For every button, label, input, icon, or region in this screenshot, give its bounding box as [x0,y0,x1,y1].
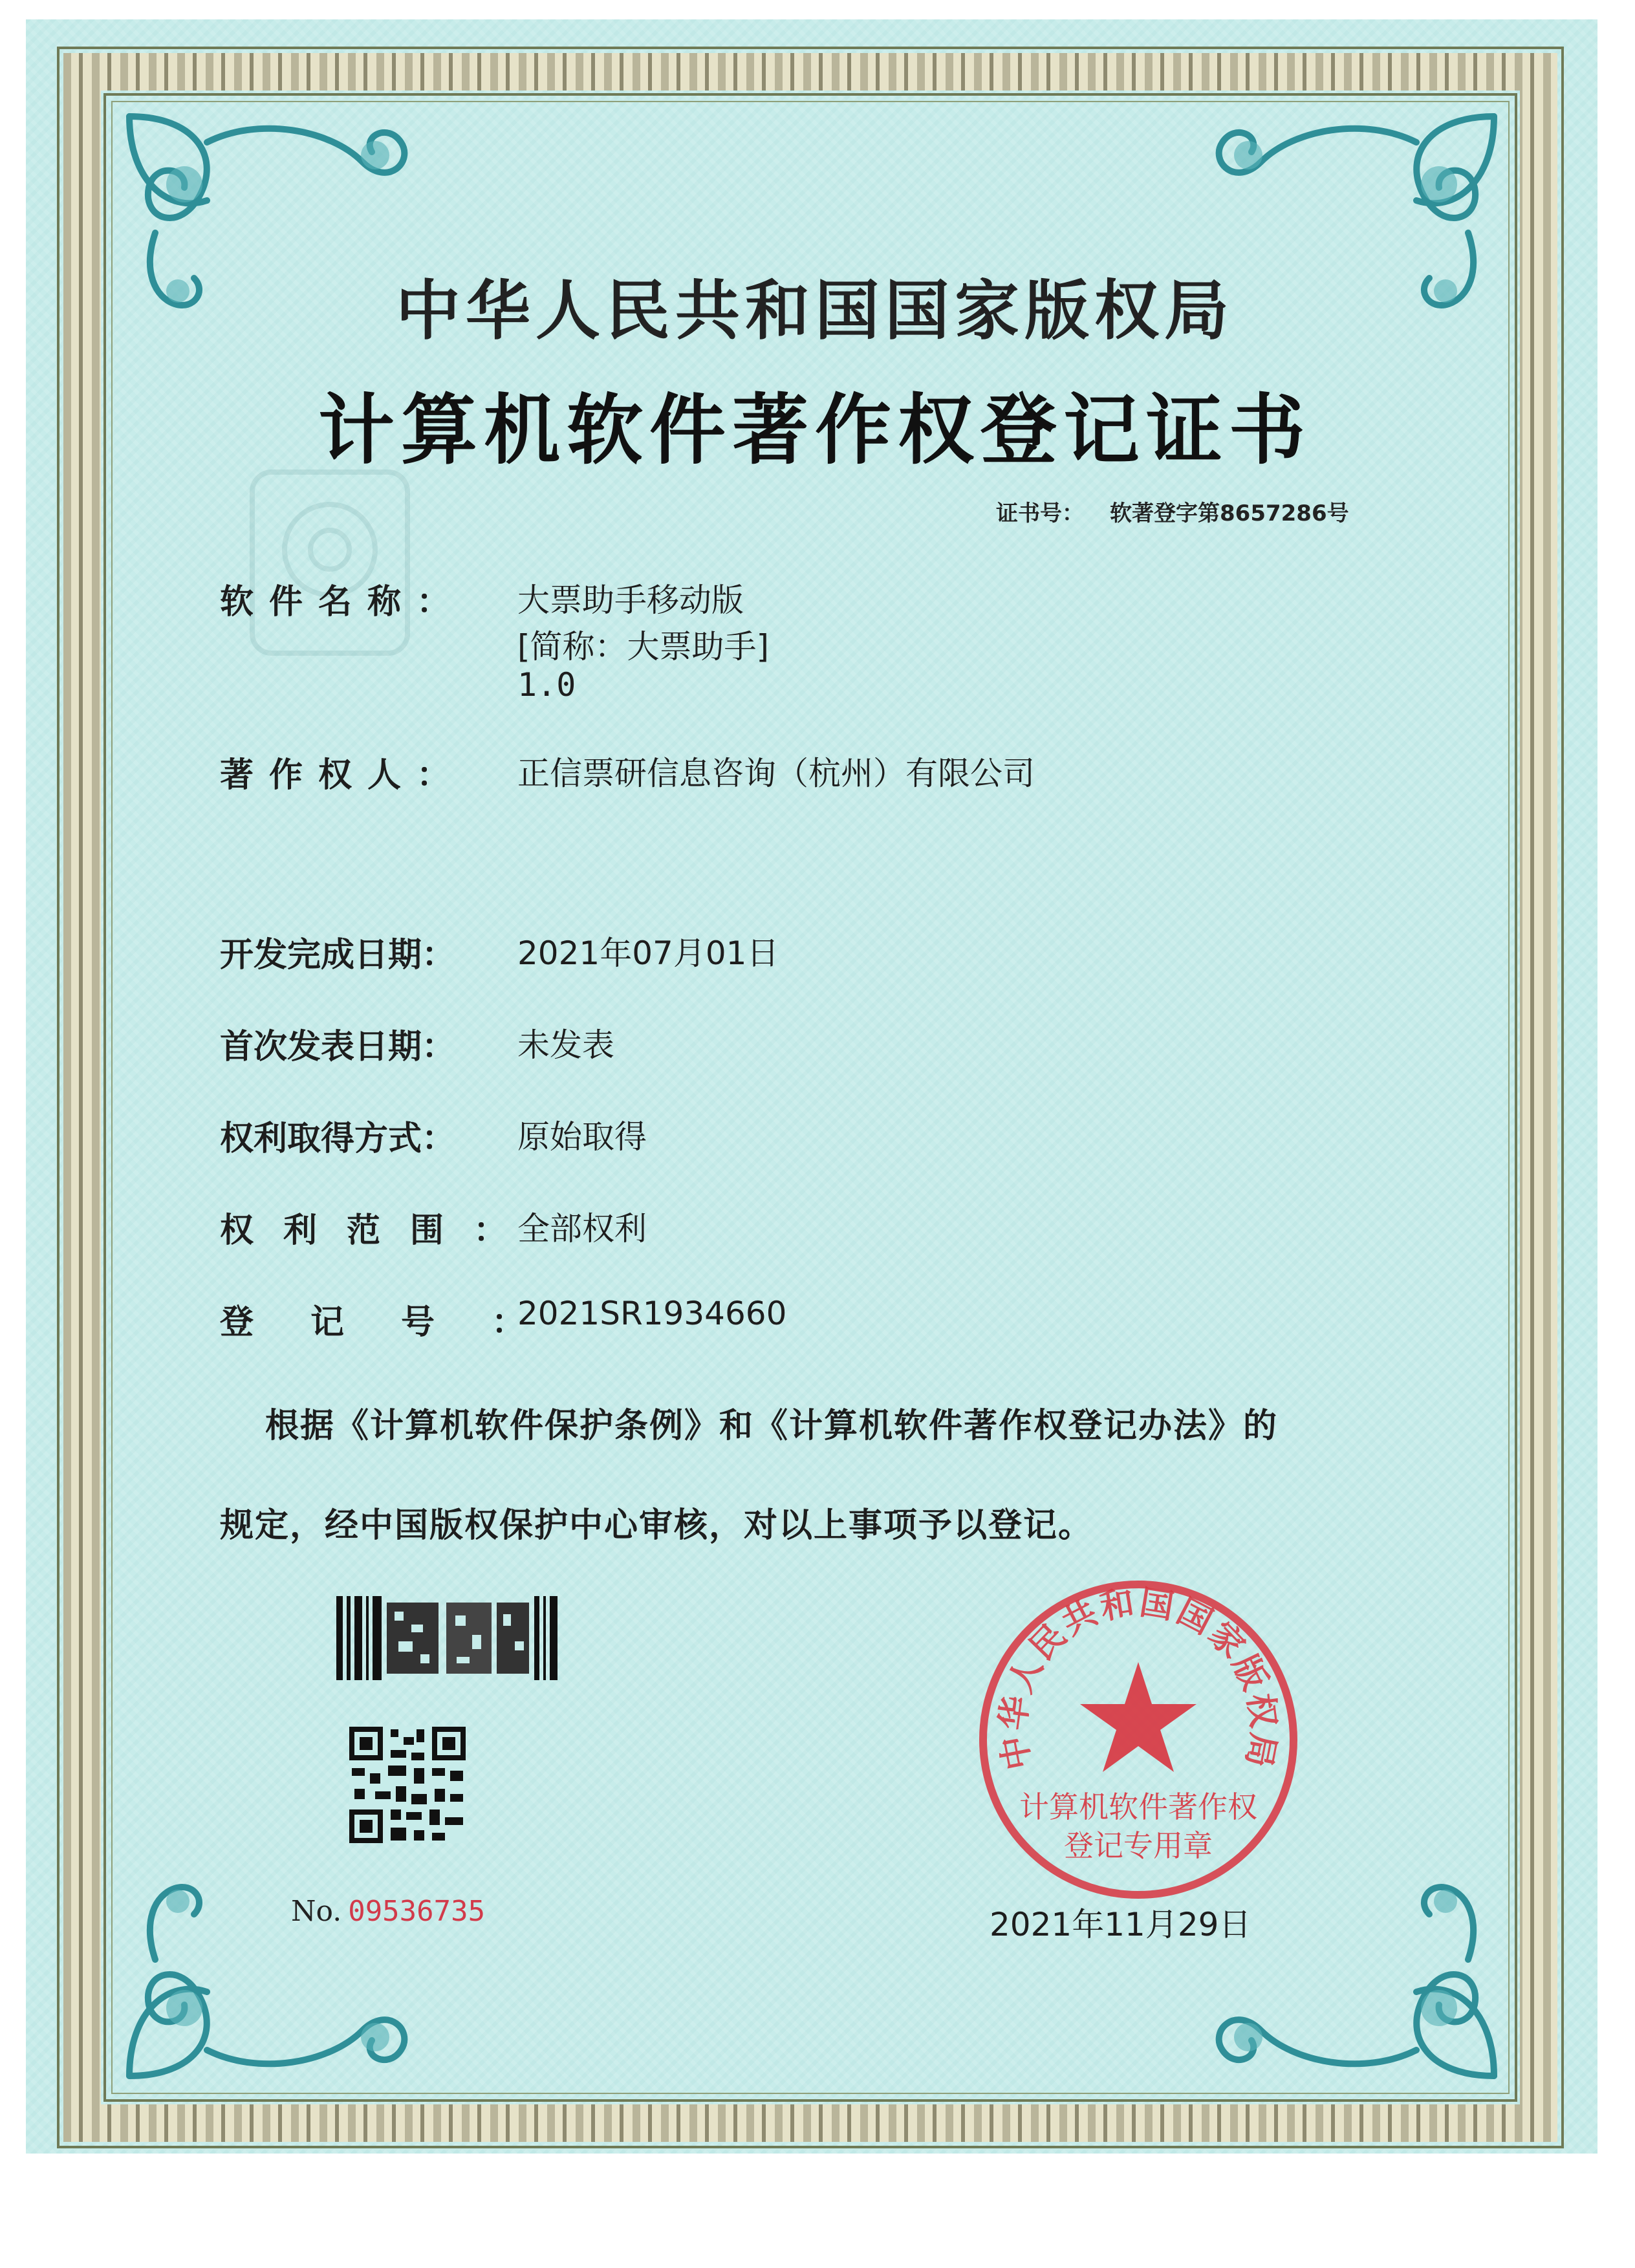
acquisition-method-label: 权利取得方式： [220,1119,456,1158]
first-publication-value: 未发表 [517,1026,614,1064]
official-seal [970,1571,1306,1908]
certificate-number [996,495,1349,527]
first-publication-label: 首次发表日期： [220,1028,456,1066]
owner-label: 著作权人： [220,756,466,795]
registration-number-value: 2021SR1934660 [517,1295,787,1332]
certificate-paper [26,19,1597,2154]
owner-value: 正信票研信息咨询（杭州）有限公司 [517,755,1035,792]
watermark-emblem [246,466,414,660]
software-short-name: [简称：大票助手] [517,628,770,665]
seal-inner-line-2: 登记专用章 [1064,1828,1213,1863]
acquisition-method-value: 原始取得 [517,1118,647,1156]
software-name-value: 大票助手移动版 [517,581,744,619]
seal-inner-line-1: 计算机软件著作权 [1019,1789,1257,1824]
serial-number [291,1895,485,1928]
seal-star-icon [1080,1662,1196,1772]
issuing-authority: 中华人民共和国国家版权局 [396,273,1234,349]
serial-number-value: 09536735 [348,1895,486,1928]
certificate-number-label: 证书号： [996,501,1084,526]
barcode [336,1596,563,1680]
statement-line-2: 规定，经中国版权保护中心审核，对以上事项予以登记。 [220,1506,1094,1545]
statement-line-1: 根据《计算机软件保护条例》和《计算机软件著作权登记办法》的 [265,1407,1279,1445]
registration-number-label: 登记号： [220,1303,583,1342]
dev-date-value: 2021年07月01日 [517,934,779,972]
qr-code [349,1727,466,1843]
rights-scope-value: 全部权利 [517,1210,647,1247]
rights-scope-label: 权利范围： [220,1211,537,1250]
software-name-label: 软件名称： [220,583,466,621]
issue-date: 2021年11月29日 [990,1906,1251,1943]
dev-date-label: 开发完成日期： [220,936,456,975]
certificate-title: 计算机软件著作权登记证书 [318,385,1312,475]
serial-prefix: No. [291,1895,342,1928]
certificate-number-value: 软著登字第8657286号 [1110,501,1349,526]
seal-ring-text: 中华人民共和国国家版权局 [993,1583,1283,1773]
software-version: 1.0 [517,666,576,704]
